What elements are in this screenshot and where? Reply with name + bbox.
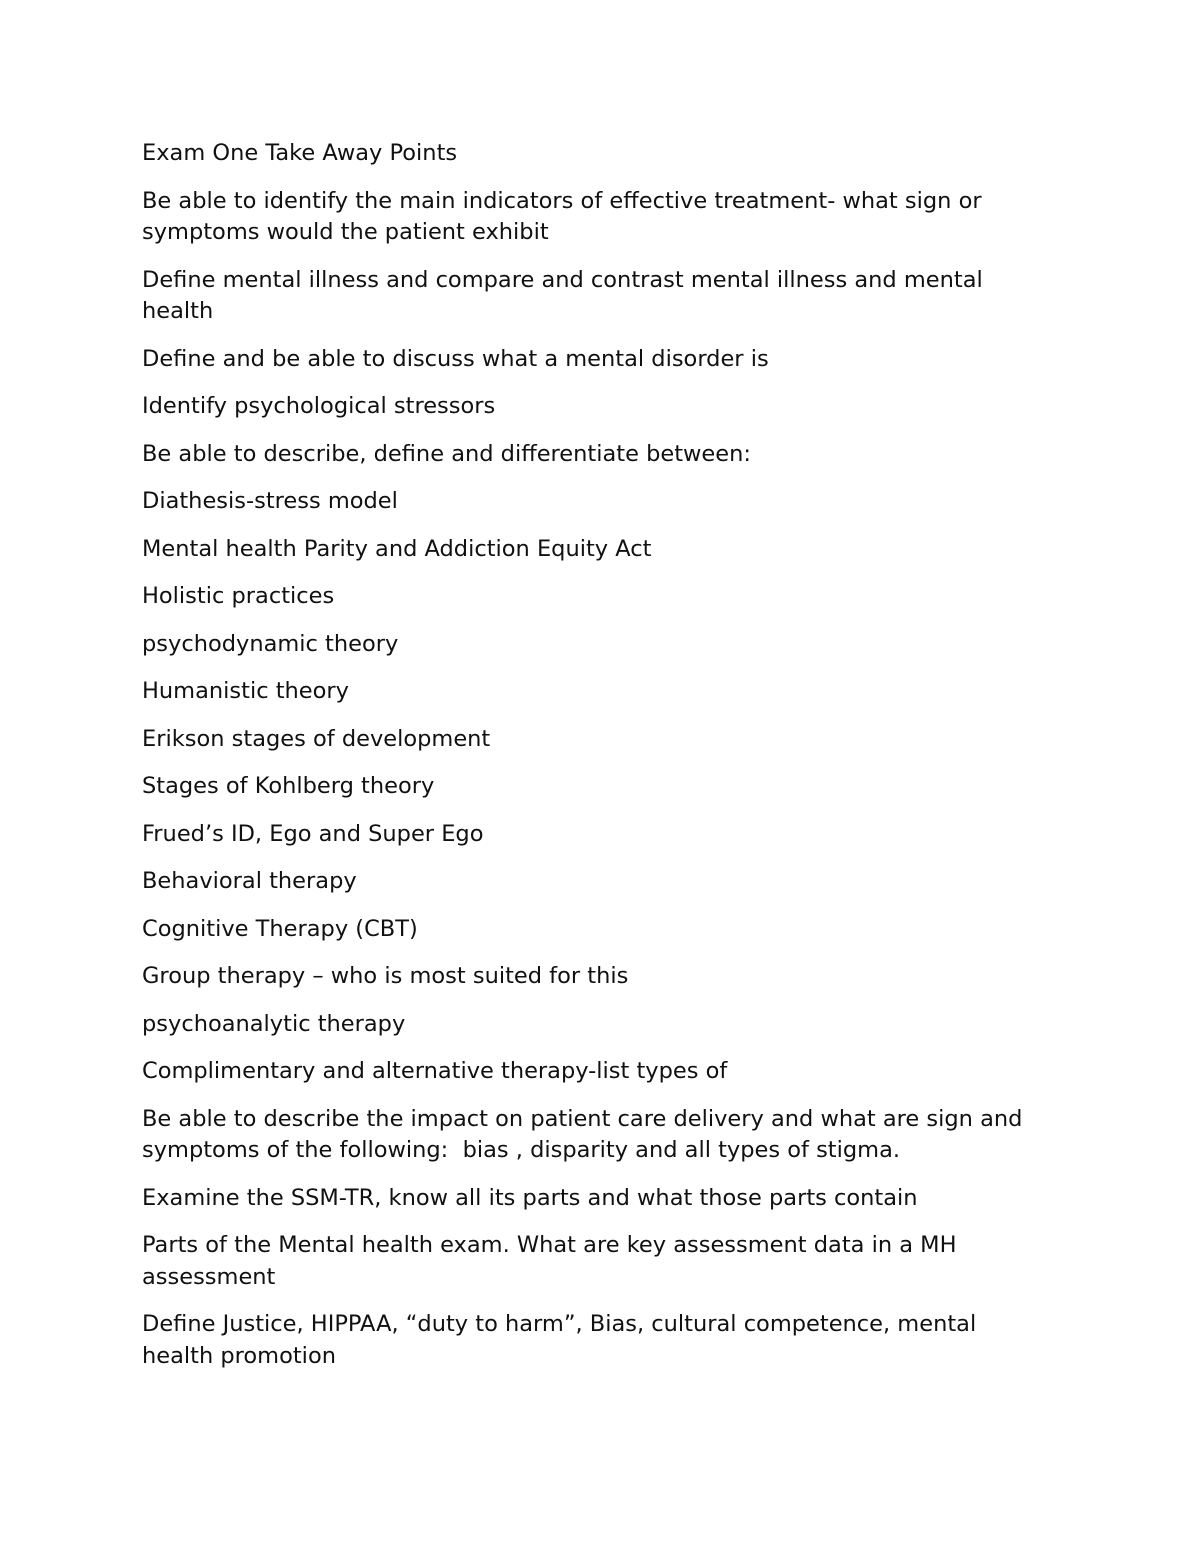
paragraph: Examine the SSM-TR, know all its parts and what those parts contain [142, 1184, 918, 1211]
paragraph: Cognitive Therapy (CBT) [142, 915, 418, 942]
paragraph: Behavioral therapy [142, 868, 357, 894]
paragraph: Define mental illness and compare and contrast mental illness and mental health [142, 266, 990, 324]
paragraph: Humanistic theory [142, 678, 349, 704]
paragraph: psychoanalytic therapy [142, 1010, 406, 1037]
paragraph: Group therapy – who is most suited for this [142, 963, 629, 989]
paragraph: Erikson stages of development [142, 725, 491, 752]
paragraph: Be able to describe the impact on patient care delivery and what are sign and symptoms of the following: bias , disparity and all types of stigma. [142, 1105, 1030, 1163]
paragraph: Mental health Parity and Addiction Equity Act [142, 535, 652, 562]
document-title: Exam One Take Away Points [142, 140, 458, 166]
paragraph: psychodynamic theory [142, 630, 399, 657]
paragraph: Identify psychological stressors [142, 393, 496, 419]
paragraph: Be able to identify the main indicators of effective treatment- what sign or symptoms would the patient exhibit [142, 187, 989, 245]
paragraph: Parts of the Mental health exam. What are key assessment data in a MH assessment [142, 1232, 964, 1290]
paragraph: Complimentary and alternative therapy-list types of [142, 1058, 728, 1084]
document-body [142, 138, 1042, 1388]
paragraph: Holistic practices [142, 583, 335, 609]
paragraph: Define and be able to discuss what a mental disorder is [142, 345, 769, 372]
paragraph: Stages of Kohlberg theory [142, 773, 435, 799]
paragraph: Be able to describe, define and differentiate between: [142, 440, 751, 467]
paragraph: Diathesis-stress model [142, 488, 398, 514]
paragraph: Frued’s ID, Ego and Super Ego [142, 820, 484, 847]
paragraph: Define Justice, HIPPAA, “duty to harm”, Bias, cultural competence, mental health promotion [142, 1311, 984, 1369]
